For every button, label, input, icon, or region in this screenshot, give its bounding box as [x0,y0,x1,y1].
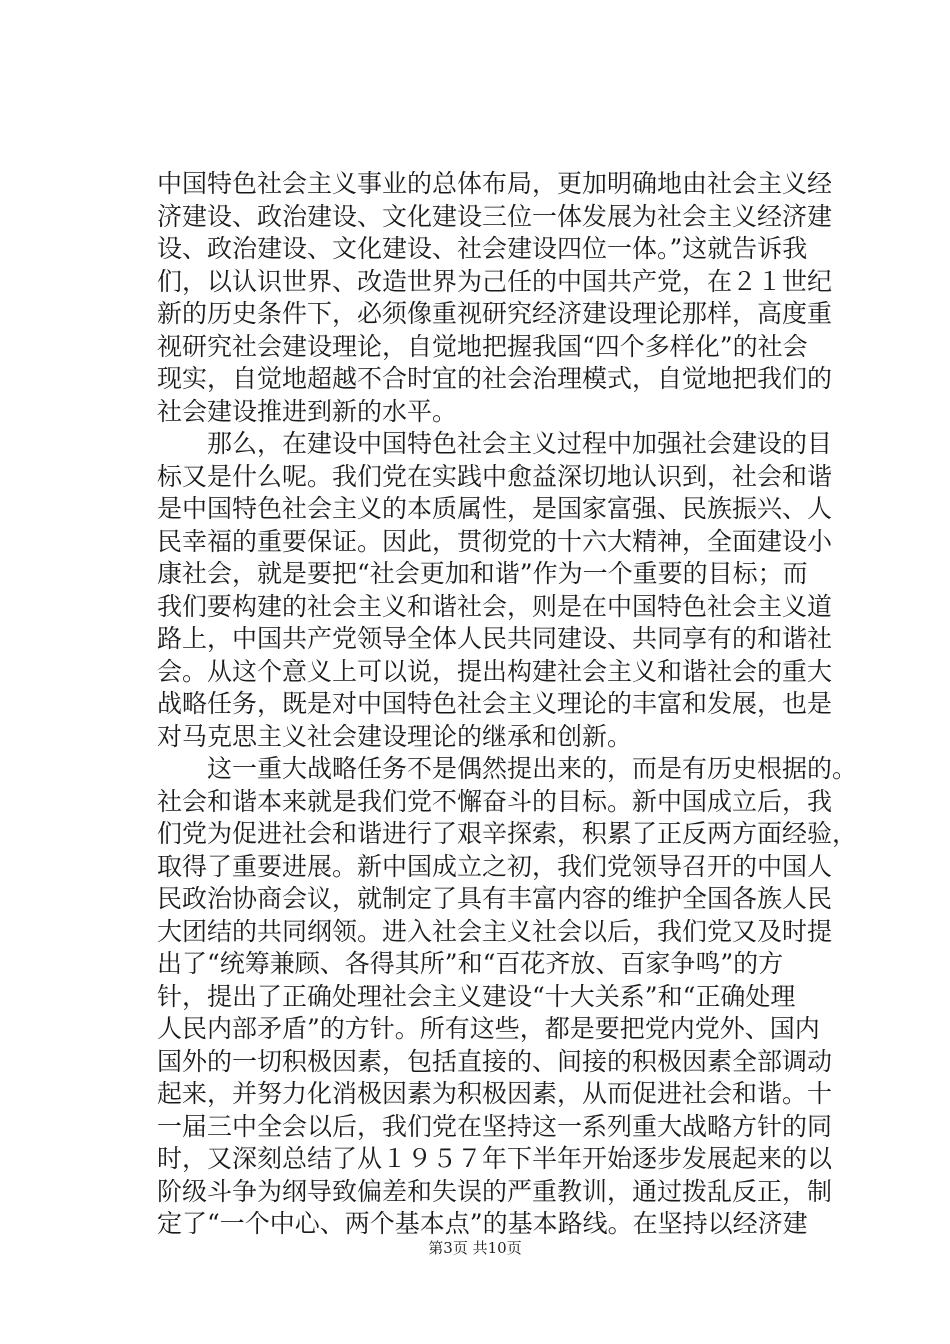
text-line: 新的历史条件下，必须像重视研究经济建设理论那样，高度重 [157,299,833,328]
text-line: 民政治协商会议，就制定了具有丰富内容的维护全国各族人民 [157,884,833,913]
text-line: 取得了重要进展。新中国成立之初，我们党领导召开的中国人 [157,851,833,881]
page-footer: 第3页 共10页 [428,1239,522,1257]
text-line: 是中国特色社会主义的本质属性，是国家富强、民族振兴、人 [157,494,833,523]
text-line: 社会和谐本来就是我们党不懈奋斗的目标。新中国成立后，我 [157,786,833,816]
text-line: 针，提出了正确处理社会主义建设“十大关系”和“正确处理 [157,981,796,1011]
text-line: 民幸福的重要保证。因此，贯彻党的十六大精神，全面建设小 [157,526,833,556]
text-line: 会。从这个意义上可以说，提出构建社会主义和谐社会的重大 [157,656,833,686]
text-line: 们党为促进社会和谐进行了艰辛探索，积累了正反两方面经验， [157,819,858,848]
text-line: 济建设、政治建设、文化建设三位一体发展为社会主义经济建 [157,201,833,231]
text-line: 战略任务，既是对中国特色社会主义理论的丰富和发展，也是 [157,689,833,718]
text-line: 起来，并努力化消极因素为积极因素，从而促进社会和谐。十 [157,1079,833,1108]
text-line: 时，又深刻总结了从１９５７年下半年开始逐步发展起来的以 [157,1144,833,1173]
text-line: 这一重大战略任务不是偶然提出来的，而是有历史根据的。 [157,754,858,783]
text-line: 社会建设推进到新的水平。 [157,396,458,426]
text-line: 一届三中全会以后，我们党在坚持这一系列重大战略方针的同 [157,1111,833,1141]
text-line: 我们要构建的社会主义和谐社会，则是在中国特色社会主义道 [157,591,833,621]
text-line: 人民内部矛盾”的方针。所有这些，都是要把党内党外、国内 [157,1014,820,1043]
body-text [157,168,858,1241]
text-line: 路上，中国共产党领导全体人民共同建设、共同享有的和谐社 [157,624,833,653]
text-line: 标又是什么呢。我们党在实践中愈益深切地认识到，社会和谐 [157,461,833,491]
text-line: 定了“一个中心、两个基本点”的基本路线。在坚持以经济建 [157,1209,808,1238]
text-line: 大团结的共同纲领。进入社会主义社会以后，我们党又及时提 [157,916,833,946]
text-line: 出了“统筹兼顾、各得其所”和“百花齐放、百家争鸣”的方 [157,949,784,978]
text-line: 设、政治建设、文化建设、社会建设四位一体。”这就告诉我 [157,234,808,263]
text-line: 那么，在建设中国特色社会主义过程中加强社会建设的目 [157,429,833,458]
text-line: 国外的一切积极因素，包括直接的、间接的积极因素全部调动 [157,1046,833,1076]
text-line: 视研究社会建设理论，自觉地把握我国“四个多样化”的社会 [157,331,808,361]
text-line: 中国特色社会主义事业的总体布局，更加明确地由社会主义经 [157,169,833,198]
text-line: 阶级斗争为纲导致偏差和失误的严重教训，通过拨乱反正，制 [157,1176,833,1206]
text-line: 对马克思主义社会建设理论的继承和创新。 [157,721,633,751]
text-line: 康社会，就是要把“社会更加和谐”作为一个重要的目标；而 [157,559,808,588]
text-line: 们，以认识世界、改造世界为己任的中国共产党，在２１世纪 [157,266,833,296]
text-line: 现实，自觉地超越不合时宜的社会治理模式，自觉地把我们的 [157,364,833,393]
